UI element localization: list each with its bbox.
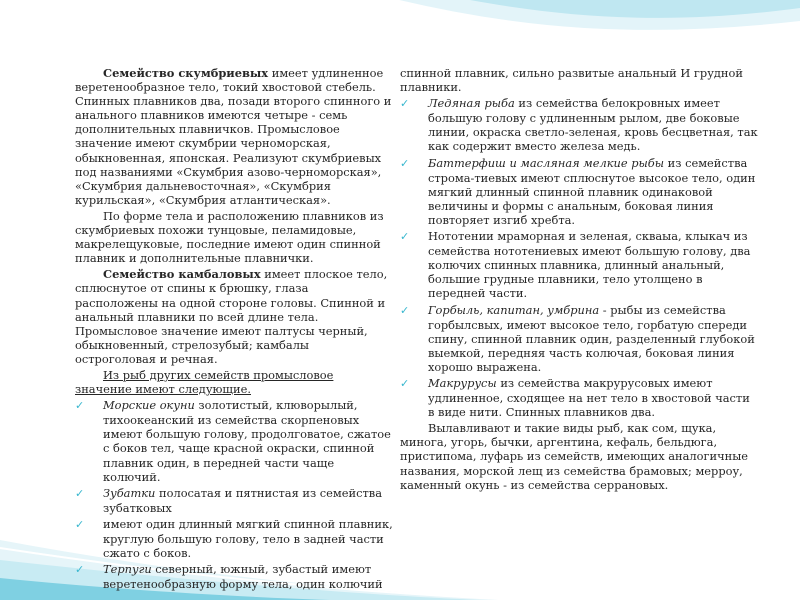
check-mark-icon: ✓ [400, 230, 410, 244]
right-column [400, 66, 758, 494]
paragraph-greenling-continued [400, 66, 758, 94]
list-item-icefish [400, 96, 758, 153]
list-item-notothenia [400, 229, 758, 300]
mackerel-family-heading: Семейство скумбриевых [103, 66, 269, 80]
paragraph-other-species [400, 421, 758, 491]
list-item-wolffish [75, 486, 393, 515]
other-species-text: Вылавливают и такие виды рыб, как сом, щука, минога, угорь, бычки, аргентина, кефаль, бельдюга, пристипома, луфарь из семейств, имеющих аналогичные названия, морской лещ из семейства брамовых; мерроу, каменный окунь - из семейства серрановых. [400, 421, 749, 492]
flounder-family-heading: Семейство камбаловых [103, 267, 261, 282]
mackerel-family-text: имеет удлиненное веретенообразное тело, токий хвостовой стебель. Спинных плавников два, позади второго спинного и анального плавников имеются четыре - семь дополнительных плавничков. Промысловое значение имеют скумбрии черноморская, обыкновенная, японская. Реализуют скумбриевых под названиями «Скумбрия азово-черноморская», «Скумбрия дальневосточная», «Скумбрия курильская», «Скумбрия атлантическая». [75, 66, 392, 207]
butterfish-name: Баттерфиш и масляная мелкие рыбы [428, 155, 665, 170]
check-mark-icon: ✓ [75, 399, 85, 413]
list-item-greenling [75, 562, 393, 591]
check-mark-icon: ✓ [400, 303, 410, 317]
check-mark-icon: ✓ [400, 376, 410, 390]
notothenia-text: Нототении мраморная и зеленая, скваыа, клыкач из семейства нототениевых имеют большую голову, два колючих спинных плавника, длинный анальный, большие грудные плавники, тело утолщено в передней части. [428, 229, 751, 301]
list-item-butterfish [400, 156, 758, 227]
grenadier-text: из семейства макрурусовых имеют удлиненное, сходящее на нет тело в хвостовой части в виде нити. Спинных плавников два. [428, 375, 750, 420]
check-mark-icon: ✓ [75, 517, 85, 531]
paragraph-mackerel-similar [75, 209, 393, 265]
paragraph-flounder-family [75, 267, 393, 366]
mackerel-similar-text: По форме тела и расположению плавников из скумбриевых похожи тунцовые, пеламидовые, макрелещуковые, последние имеют один спинной плавник и дополнительные плавнички. [75, 208, 384, 266]
croaker-name: Горбыль, капитан, умбрина [428, 302, 600, 317]
paragraph-mackerel-family [75, 66, 393, 207]
list-item-sea-bass [75, 398, 393, 484]
other-families-text: Из рыб других семейств промысловое значение имеют следующие. [75, 367, 334, 397]
check-mark-icon: ✓ [400, 156, 410, 170]
wolffish-text: полосатая и пятнистая из семейства зубатковых [103, 485, 383, 515]
check-mark-icon: ✓ [75, 563, 85, 577]
paragraph-other-families [75, 368, 393, 396]
wolffish-name: Зубатки [103, 485, 156, 500]
butterfish-text: из семейства строма-тиевых имеют сплюснутое высокое тело, один мягкий длинный спинной плавник одинаковой величины и формы с анальным, боковая линия повторяет изгиб хребта. [428, 155, 756, 227]
left-column [75, 66, 393, 593]
sea-bass-name: Морские окуни [103, 398, 195, 413]
check-mark-icon: ✓ [400, 97, 410, 111]
list-item-croaker [400, 303, 758, 374]
greenling-continued-text: спинной плавник, сильно развитые анальный И грудной плавники. [400, 66, 743, 95]
check-mark-icon: ✓ [75, 486, 85, 500]
icefish-name: Ледяная рыба [428, 96, 515, 111]
list-item-wolffish-fins [75, 517, 393, 560]
list-item-grenadier [400, 376, 758, 419]
flounder-family-text: имеет плоское тело, сплюснутое от спины к брюшку, глаза расположены на одной стороне головы. Спинной и анальный плавники по всей длине тела. Промысловое значение имеют палтусы черный, обыкновенный, стрелозубый; камбалы остроголовая и речная. [75, 267, 388, 366]
greenling-name: Терпуги [103, 562, 152, 577]
wolffish-fins-text: имеют один длинный мягкий спинной плавник, круглую большую голову, тело в задней части сжато с боков. [103, 516, 393, 561]
sea-bass-text: золотистый, клюворылый, тихоокеанский из семейства скорпеновых имеют большую голову, продолговатое, сжатое с боков тел, чаще красной окраски, спинной плавник один, в передней части чаще колючий. [103, 398, 391, 484]
greenling-text: северный, южный, зубастый имеют веретенообразную форму тела, один колючий [103, 562, 383, 592]
icefish-text: из семейства белокровных имеет большую голову с удлиненным рылом, две боковые линии, окраска светло-зеленая, кровь бесцветная, так как содержит вместо железа медь. [428, 96, 758, 154]
grenadier-name: Макрурусы [428, 375, 497, 390]
croaker-text: - рыбы из семейства горбылсвых, имеют высокое тело, горбатую спереди спину, спинной плавник один, разделенный глубокой выемкой, передняя часть колючая, боковая линия хорошо выражена. [428, 302, 755, 374]
